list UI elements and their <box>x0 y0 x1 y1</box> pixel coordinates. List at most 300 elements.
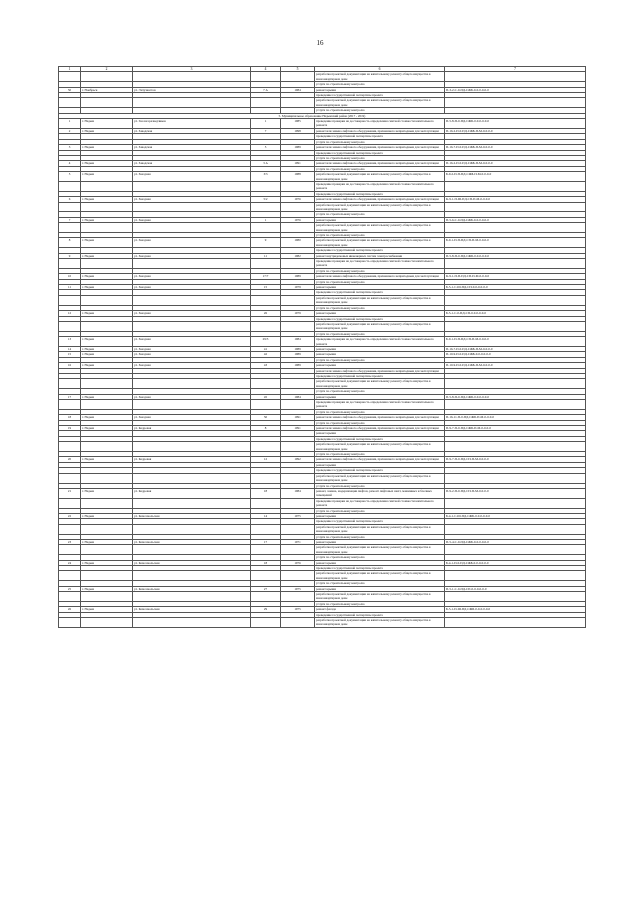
work-type-cell: проведение государственной экспертизы проекта <box>315 191 445 196</box>
work-type-cell: услуги по строительному контролю <box>315 212 445 217</box>
table-row <box>59 618 586 628</box>
year-cell: 1992 <box>281 457 315 462</box>
number-cell: 8 <box>59 238 81 248</box>
number-cell: 12 <box>59 311 81 316</box>
house-cell: 26 <box>251 311 281 316</box>
table-row <box>59 181 586 191</box>
number-cell: 25 <box>59 586 81 591</box>
number-cell <box>59 592 81 602</box>
street-cell: ул. Звездная <box>133 346 251 351</box>
work-type-cell: услуги по строительному контролю <box>315 555 445 560</box>
number-cell <box>59 379 81 389</box>
house-cell: 7 <box>251 128 281 133</box>
table-row <box>59 488 586 498</box>
city-cell <box>81 473 133 483</box>
number-cell <box>59 618 81 628</box>
work-type-cell: ремонт или замена лифтового оборудования, признанного непригодным для эксплуатации <box>315 161 445 166</box>
code-cell <box>445 473 586 483</box>
work-type-cell: проведение государственной экспертизы проекта <box>315 134 445 139</box>
year-cell: 1985 <box>281 119 315 129</box>
year-cell <box>281 98 315 108</box>
street-cell: ул. Кедровая <box>133 457 251 462</box>
year-cell: 1991 <box>281 415 315 420</box>
code-cell: Б-4-1-П-0-ПД-СЖБ-0-0-0-0-0-0 <box>445 560 586 565</box>
number-cell: 1 <box>59 119 81 129</box>
code-cell <box>445 223 586 233</box>
work-type-cell: услуги по строительному контролю <box>315 268 445 273</box>
house-cell: 29 <box>251 607 281 612</box>
number-cell: 19 <box>59 426 81 431</box>
table-row <box>59 72 586 82</box>
street-cell: ул. Заводская <box>133 145 251 150</box>
street-cell <box>133 618 251 628</box>
year-cell <box>281 592 315 602</box>
house-cell <box>251 473 281 483</box>
work-type-cell: услуги по строительному контролю <box>315 420 445 425</box>
code-cell <box>445 400 586 410</box>
city-cell: г. Надым <box>81 197 133 202</box>
work-type-cell: проведение государственной экспертизы проекта <box>315 566 445 571</box>
work-type-cell: проведение проверки на достоверность определения сметной стоимости капитального ремонта <box>315 259 445 269</box>
work-type-cell: ремонт крыши <box>315 462 445 467</box>
street-cell <box>133 442 251 452</box>
table-row <box>59 379 586 389</box>
work-type-cell: ремонт крыши <box>315 87 445 92</box>
street-cell <box>133 321 251 331</box>
number-cell: 9 <box>59 253 81 258</box>
street-cell <box>133 181 251 191</box>
work-type-cell: ремонт крыши <box>315 431 445 436</box>
house-cell: 9 <box>251 238 281 248</box>
work-type-cell: ремонт крыши <box>315 586 445 591</box>
work-type-cell: разработка проектной документации на капитальному ремонту общего имущества в многоквартирном доме <box>315 238 445 248</box>
year-cell <box>281 379 315 389</box>
street-cell <box>133 223 251 233</box>
work-type-cell: проведение государственной экспертизы проекта <box>315 93 445 98</box>
column-number-header: 7 <box>445 67 586 72</box>
number-cell: 15 <box>59 352 81 357</box>
code-cell <box>445 571 586 581</box>
street-cell <box>133 202 251 212</box>
year-cell: 1979 <box>281 311 315 316</box>
code-cell <box>445 592 586 602</box>
code-cell: Б-5-1-П-Ш-ПД-СЖБ-0-0-0-0-0-0 <box>445 607 586 612</box>
work-type-cell: проведение проверки на достоверность определения сметной стоимости капитального ремонта <box>315 400 445 410</box>
city-cell: г. Надым <box>81 119 133 129</box>
repair-program-table <box>58 66 586 628</box>
table-row <box>59 259 586 269</box>
year-cell: 1984 <box>281 488 315 498</box>
number-cell <box>59 473 81 483</box>
code-cell <box>445 321 586 331</box>
table-row <box>59 238 586 248</box>
year-cell <box>281 321 315 331</box>
work-type-cell: ремонт или замена лифтового оборудования, признанного непригодным для эксплуатации <box>315 368 445 373</box>
year-cell <box>281 473 315 483</box>
code-cell: П-16-2-П-0-ПД-СЖБ-П-М-0-0-0-0 <box>445 161 586 166</box>
section-title: 5. Муниципальное образование Надымский район (2017 - 2019) <box>59 113 586 118</box>
city-cell <box>81 592 133 602</box>
year-cell: 1982 <box>281 253 315 258</box>
house-cell <box>251 72 281 82</box>
year-cell: 1998 <box>281 128 315 133</box>
city-cell <box>81 618 133 628</box>
street-cell <box>133 98 251 108</box>
city-cell <box>81 223 133 233</box>
number-cell <box>59 202 81 212</box>
work-type-cell: разработка проектной документации на капитальному ремонту общего имущества в многоквартирном доме <box>315 545 445 555</box>
number-cell: 26 <box>59 607 81 612</box>
city-cell: г. Надым <box>81 513 133 518</box>
number-cell: 20 <box>59 457 81 462</box>
year-cell: 1975 <box>281 513 315 518</box>
street-cell <box>133 379 251 389</box>
number-cell <box>59 321 81 331</box>
street-cell: ул. Кедровая <box>133 426 251 431</box>
street-cell: ул. Звездная <box>133 217 251 222</box>
city-cell: г. Надым <box>81 394 133 399</box>
year-cell: 1975 <box>281 586 315 591</box>
work-type-cell: разработка проектной документации на капитальному ремонту общего имущества в многоквартирном доме <box>315 98 445 108</box>
house-cell <box>251 545 281 555</box>
work-type-cell: услуги по строительному контролю <box>315 155 445 160</box>
year-cell: 1989 <box>281 274 315 279</box>
code-cell: Б-5-1-С-Ш-ПД-СП-0-0-0-0-0-0 <box>445 285 586 290</box>
table-row <box>59 571 586 581</box>
street-cell <box>133 72 251 82</box>
year-cell <box>281 295 315 305</box>
year-cell <box>281 545 315 555</box>
street-cell: ул. Комсомольская <box>133 560 251 565</box>
column-number-header: 3 <box>133 67 251 72</box>
street-cell <box>133 295 251 305</box>
code-cell <box>445 379 586 389</box>
code-cell: П-9-2-П-0-ПД-СП-П-М-0-0-0-0 <box>445 488 586 498</box>
year-cell: 1989 <box>281 346 315 351</box>
city-cell <box>81 202 133 212</box>
year-cell: 1976 <box>281 560 315 565</box>
house-cell <box>251 181 281 191</box>
work-type-cell: проведение государственной экспертизы проекта <box>315 519 445 524</box>
city-cell: г. Надым <box>81 274 133 279</box>
number-cell <box>59 72 81 82</box>
house-cell: 8 <box>251 426 281 431</box>
code-cell <box>445 181 586 191</box>
code-cell <box>445 295 586 305</box>
street-cell: ул. Звездная <box>133 363 251 368</box>
street-cell: ул. Геологоразведчиков <box>133 119 251 129</box>
code-cell: П-5-8-П-0-ПД-СЖБ-0-0-0-0-0-0 <box>445 253 586 258</box>
year-cell: 1989 <box>281 145 315 150</box>
code-cell <box>445 259 586 269</box>
work-type-cell: услуги по строительному контролю <box>315 534 445 539</box>
city-cell <box>81 379 133 389</box>
city-cell: г. Надым <box>81 457 133 462</box>
street-cell: ул. Кедровая <box>133 488 251 498</box>
house-cell: 12 <box>251 457 281 462</box>
house-cell: 41 <box>251 346 281 351</box>
work-type-cell: услуги по строительному контролю <box>315 233 445 238</box>
table-row <box>59 592 586 602</box>
house-cell: 42 <box>251 352 281 357</box>
street-cell <box>133 400 251 410</box>
work-type-cell: проведение государственной экспертизы проекта <box>315 436 445 441</box>
code-cell <box>445 545 586 555</box>
city-cell <box>81 498 133 508</box>
work-type-cell: проведение проверки на достоверность определения сметной стоимости капитального ремонта <box>315 119 445 129</box>
year-cell: 1984 <box>281 337 315 347</box>
number-cell: 17 <box>59 394 81 399</box>
street-cell: ул. Звездная <box>133 415 251 420</box>
work-type-cell: разработка проектной документации на капитальному ремонту общего имущества в многоквартирном доме <box>315 473 445 483</box>
work-type-cell: услуги по строительному контролю <box>315 581 445 586</box>
year-cell: 1989 <box>281 352 315 357</box>
year-cell: 1976 <box>281 217 315 222</box>
house-cell: 29/3 <box>251 337 281 347</box>
year-cell <box>281 181 315 191</box>
number-cell: 2 <box>59 128 81 133</box>
table-row <box>59 473 586 483</box>
work-type-cell: разработка проектной документации на капитальному ремонту общего имущества в многоквартирном доме <box>315 379 445 389</box>
work-type-cell: разработка проектной документации на капитальному ремонту общего имущества в многоквартирном доме <box>315 592 445 602</box>
number-cell: 11 <box>59 285 81 290</box>
number-cell: 10 <box>59 274 81 279</box>
number-cell <box>59 571 81 581</box>
table-row <box>59 295 586 305</box>
house-cell: 43 <box>251 363 281 368</box>
number-cell <box>59 400 81 410</box>
work-type-cell: проведение государственной экспертизы проекта <box>315 316 445 321</box>
year-cell: 1984 <box>281 87 315 92</box>
work-type-cell: услуги по строительному контролю <box>315 279 445 284</box>
city-cell: г. Надым <box>81 346 133 351</box>
house-cell: 3 А <box>251 161 281 166</box>
year-cell: 1979 <box>281 285 315 290</box>
code-cell: Б-4-1-С-Ш-ПД-СЖБ-0-0-0-0-0-0 <box>445 513 586 518</box>
code-cell <box>445 524 586 534</box>
year-cell <box>281 498 315 508</box>
city-cell: г. Надым <box>81 488 133 498</box>
work-type-cell: ремонт крыши <box>315 539 445 544</box>
street-cell <box>133 259 251 269</box>
house-cell: 7 А <box>251 87 281 92</box>
number-cell: 4 <box>59 161 81 166</box>
number-cell: 23 <box>59 539 81 544</box>
code-cell: П-5-8-П-0-ПД-СЖБ-0-0-0-0-0-0 <box>445 119 586 129</box>
work-type-cell: услуги по строительному контролю <box>315 508 445 513</box>
city-cell: г. Надым <box>81 363 133 368</box>
city-cell <box>81 545 133 555</box>
house-cell <box>251 571 281 581</box>
number-cell <box>59 524 81 534</box>
street-cell: ул. Звездная <box>133 172 251 182</box>
code-cell: П-5-8-П-0-ПД-СЖБ-0-0-0-0-0-0 <box>445 394 586 399</box>
house-cell: 5 <box>251 145 281 150</box>
year-cell <box>281 72 315 82</box>
city-cell: г. Надым <box>81 311 133 316</box>
city-cell <box>81 524 133 534</box>
work-type-cell: ремонт крыши <box>315 352 445 357</box>
year-cell: 1975 <box>281 607 315 612</box>
year-cell: 1980 <box>281 238 315 248</box>
house-cell: 15 <box>251 285 281 290</box>
city-cell: г. Надым <box>81 586 133 591</box>
city-cell <box>81 259 133 269</box>
year-cell <box>281 202 315 212</box>
house-cell: 17 <box>251 539 281 544</box>
street-cell: ул. Звездная <box>133 197 251 202</box>
house-cell <box>251 259 281 269</box>
city-cell <box>81 295 133 305</box>
year-cell <box>281 618 315 628</box>
street-cell <box>133 592 251 602</box>
code-cell <box>445 98 586 108</box>
work-type-cell: услуги по строительному контролю <box>315 139 445 144</box>
street-cell: ул. Комсомольская <box>133 586 251 591</box>
house-cell <box>251 379 281 389</box>
city-cell <box>81 181 133 191</box>
work-type-cell: разработка проектной документации на капитальному ремонту общего имущества в многоквартирном доме <box>315 524 445 534</box>
work-type-cell: услуги по строительному контролю <box>315 305 445 310</box>
table-row <box>59 337 586 347</box>
house-cell <box>251 98 281 108</box>
work-type-cell: разработка проектной документации на капитальному ремонту общего имущества в многоквартирном доме <box>315 172 445 182</box>
house-cell: 14 <box>251 513 281 518</box>
code-cell: Б-9-2-П-П-ПД-СЖБ-П-М-0-0-0-0 <box>445 172 586 182</box>
table-row <box>59 321 586 331</box>
code-cell: К-9-1-П-Ш-ПД-СП-П-М-0-0-0-0 <box>445 197 586 202</box>
house-cell <box>251 618 281 628</box>
city-cell: г. Надым <box>81 415 133 420</box>
code-cell: Б-5-1-С-0-ПД-СП-0-0-0-0-0-0 <box>445 311 586 316</box>
city-cell: г. Надым <box>81 337 133 347</box>
city-cell: г. Надым <box>81 217 133 222</box>
code-cell: Б-9-1-П-П-ПД-СП-П-М-0-0-0-0 <box>445 337 586 347</box>
work-type-cell: ремонт крыши <box>315 363 445 368</box>
city-cell: г. Надым <box>81 426 133 431</box>
city-cell <box>81 321 133 331</box>
code-cell: П-16-2-П-0-ПД-СЖБ-П-М-0-0-0-0 <box>445 128 586 133</box>
number-cell: 22 <box>59 513 81 518</box>
work-type-cell: ремонт крыши <box>315 346 445 351</box>
street-cell <box>133 473 251 483</box>
code-cell: П-16-7-П-0-ПД-СЖБ-П-М-0-0-0-0 <box>445 346 586 351</box>
house-cell: 11 <box>251 253 281 258</box>
street-cell: ул. Звездная <box>133 238 251 248</box>
number-cell: 16 <box>59 363 81 368</box>
work-type-cell: проведение государственной экспертизы проекта <box>315 290 445 295</box>
number-cell: 50 <box>59 87 81 92</box>
city-cell: г. Надым <box>81 161 133 166</box>
column-number-header: 1 <box>59 67 81 72</box>
year-cell: 1971 <box>281 539 315 544</box>
year-cell <box>281 524 315 534</box>
house-cell: 50 <box>251 415 281 420</box>
number-cell: 18 <box>59 415 81 420</box>
work-type-cell: ремонт или замена лифтового оборудования, признанного непригодным для эксплуатации <box>315 415 445 420</box>
table-row <box>59 545 586 555</box>
year-cell: 1991 <box>281 426 315 431</box>
house-cell: 17/7 <box>251 274 281 279</box>
work-type-cell: разработка проектной документации на капитальному ремонту общего имущества в многоквартирном доме <box>315 571 445 581</box>
work-type-cell: услуги по строительному контролю <box>315 389 445 394</box>
work-type-cell: проведение проверки на достоверность определения сметной стоимости капитального ремонта <box>315 498 445 508</box>
number-cell: 24 <box>59 560 81 565</box>
code-cell: П-5-4-С-0-ПД-СЖБ-0-0-0-0-0-0 <box>445 539 586 544</box>
house-cell <box>251 295 281 305</box>
table-row <box>59 223 586 233</box>
year-cell: 1988 <box>281 172 315 182</box>
work-type-cell: услуги по строительному контролю <box>315 409 445 414</box>
work-type-cell: ремонт крыши <box>315 560 445 565</box>
city-cell: г. Надым <box>81 128 133 133</box>
code-cell <box>445 618 586 628</box>
street-cell: ул. Комсомольская <box>133 513 251 518</box>
work-type-cell: проведение государственной экспертизы проекта <box>315 373 445 378</box>
city-cell <box>81 98 133 108</box>
work-type-cell: ремонт или замена лифтового оборудования, признанного непригодным для эксплуатации <box>315 457 445 462</box>
street-cell: ул. Комсомольская <box>133 539 251 544</box>
house-cell: 1 <box>251 119 281 129</box>
column-number-header: 2 <box>81 67 133 72</box>
work-type-cell: разработка проектной документации на капитальному ремонту общего имущества в многоквартирном доме <box>315 223 445 233</box>
city-cell <box>81 571 133 581</box>
street-cell <box>133 498 251 508</box>
work-type-cell: проведение государственной экспертизы проекта <box>315 248 445 253</box>
work-type-cell: услуги по строительному контролю <box>315 331 445 336</box>
work-type-cell: ремонт фасада <box>315 607 445 612</box>
city-cell: г. Надым <box>81 172 133 182</box>
street-cell <box>133 524 251 534</box>
table-row <box>59 498 586 508</box>
code-cell <box>445 72 586 82</box>
street-cell: ул. Звездная <box>133 394 251 399</box>
number-cell <box>59 545 81 555</box>
year-cell <box>281 442 315 452</box>
city-cell <box>81 72 133 82</box>
work-type-cell: ремонт крыши <box>315 311 445 316</box>
table-row <box>59 98 586 108</box>
house-cell: 1 <box>251 217 281 222</box>
code-cell: П-16-11-П-0-ПД-СЖБ-П-М-0-0-0-0 <box>445 415 586 420</box>
work-type-cell: услуги по строительному контролю <box>315 82 445 87</box>
number-cell: 7 <box>59 217 81 222</box>
table-row <box>59 119 586 129</box>
work-type-cell: ремонт или замена лифтового оборудования, признанного непригодным для эксплуатации <box>315 197 445 202</box>
work-type-cell: ремонт, замена, модернизация лифтов, ремонт лифтовых шахт, машинных и блочных помещений <box>315 488 445 498</box>
street-cell: ул. Энтузиастов <box>133 87 251 92</box>
number-cell <box>59 259 81 269</box>
house-cell <box>251 223 281 233</box>
street-cell: ул. Заводская <box>133 161 251 166</box>
work-type-cell: разработка проектной документации на капитальному ремонту общего имущества в многоквартирном доме <box>315 442 445 452</box>
year-cell: 1976 <box>281 197 315 202</box>
number-cell <box>59 498 81 508</box>
city-cell: г. Надым <box>81 145 133 150</box>
work-type-cell: проведение государственной экспертизы проекта <box>315 612 445 617</box>
code-cell <box>445 498 586 508</box>
work-type-cell: ремонт крыши <box>315 513 445 518</box>
city-cell <box>81 442 133 452</box>
year-cell <box>281 400 315 410</box>
column-number-header: 5 <box>281 67 315 72</box>
year-cell <box>281 259 315 269</box>
table-row <box>59 442 586 452</box>
table-row <box>59 172 586 182</box>
number-cell: 21 <box>59 488 81 498</box>
work-type-cell: проведение государственной экспертизы проекта <box>315 150 445 155</box>
street-cell: ул. Звездная <box>133 285 251 290</box>
